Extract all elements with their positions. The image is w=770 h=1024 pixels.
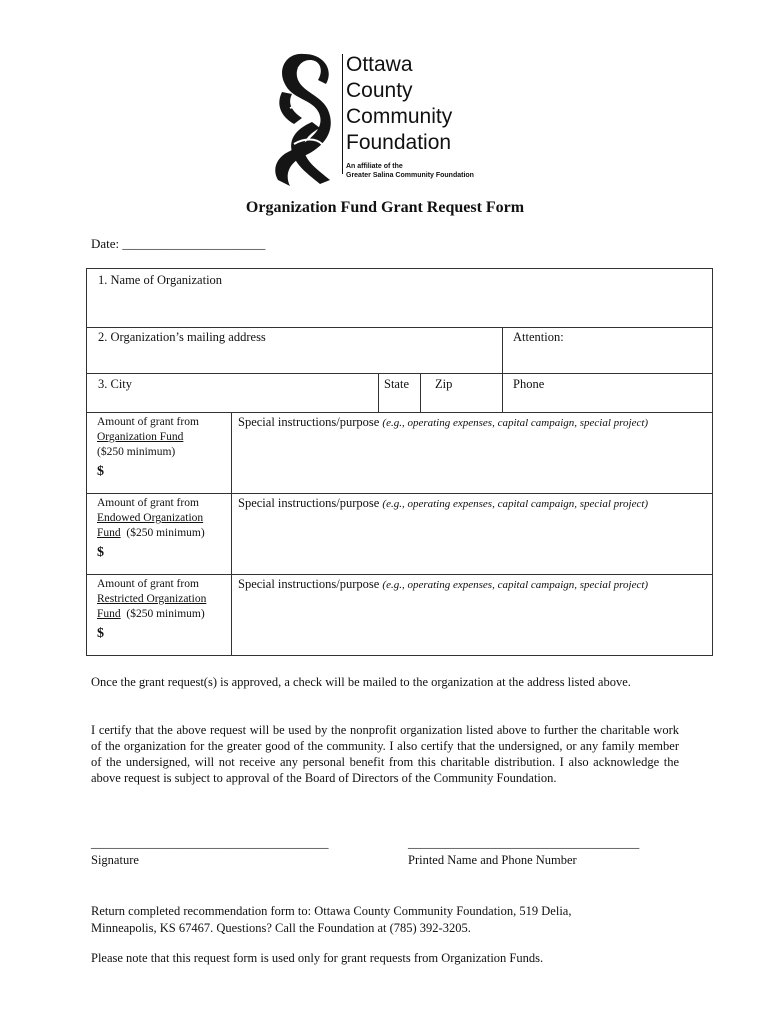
restricted-fund-instructions[interactable] [238,577,648,592]
fund-name: Organization Fund [97,431,184,443]
logo-word: Community [346,105,453,128]
approval-paragraph: Once the grant request(s) is approved, a check will be mailed to the organization at the address listed above. [91,675,631,689]
state-field[interactable]: State [384,377,409,391]
return-line: Return completed recommendation form to: Ottawa County Community Foundation, 519 Delia, [91,904,572,918]
row-divider [87,493,712,494]
restricted-fund-amount[interactable] [97,577,232,641]
fund-name: Fund [97,608,121,620]
fund-name: Restricted Organization [97,593,207,605]
instructions-label: Special instructions/purpose [238,415,380,429]
fund-minimum: ($250 minimum) [126,608,205,620]
endowed-fund-instructions[interactable] [238,496,648,511]
amount-prefix: Amount of grant from [97,578,199,590]
city-field[interactable]: 3. City [98,377,133,391]
certification-paragraph: I certify that the above request will be used by the nonprofit organization listed above to further the charitable work of the organization for the greater good of the community. I also certify that the undersigned, or any family member of the undersigned, will not receive any personal benefit from this charitable distribution. I also acknowledge the above request is subject to approval of the Board of Directors of the Community Foundation. [91,723,679,785]
printed-name-label: Printed Name and Phone Number [408,853,577,867]
printed-name-line[interactable]: _____________________________________ [408,836,640,850]
instructions-example: (e.g., operating expenses, capital campaign, special project) [382,417,649,429]
instructions-example: (e.g., operating expenses, capital campaign, special project) [382,498,649,510]
instructions-label: Special instructions/purpose [238,577,380,591]
signature-line[interactable]: ______________________________________ [91,836,329,850]
return-line: Minneapolis, KS 67467. Questions? Call the Foundation at (785) 392-3205. [91,921,471,935]
affiliate-line: An affiliate of the [346,163,403,170]
usage-note: Please note that this request form is used only for grant requests from Organization Funds. [91,951,544,965]
org-name-field[interactable]: 1. Name of Organization [98,273,223,287]
logo-word: Foundation [346,131,452,154]
row-divider [87,574,712,575]
amount-prefix: Amount of grant from [97,416,199,428]
logo-affiliate [346,162,474,180]
ribbon-icon [268,48,340,188]
fund-name: Fund [97,527,121,539]
logo-word: Ottawa [346,53,413,76]
row-divider [87,412,712,413]
fund-minimum: ($250 minimum) [97,446,176,458]
dollar-sign: $ [97,464,104,479]
endowed-fund-amount[interactable] [97,496,232,560]
attention-field[interactable]: Attention: [513,330,564,344]
logo-divider [342,54,343,174]
fund-name: Endowed Organization [97,512,204,524]
fund-minimum: ($250 minimum) [126,527,205,539]
dollar-sign: $ [97,626,104,641]
logo-wordmark [346,52,452,156]
mailing-address-field[interactable]: 2. Organization’s mailing address [98,330,266,344]
date-field[interactable]: Date: ______________________ [91,236,266,251]
col-divider [420,373,421,412]
organization-fund-instructions[interactable] [238,415,648,430]
row-divider [87,327,712,328]
instructions-label: Special instructions/purpose [238,496,380,510]
affiliate-line: Greater Salina Community Foundation [346,172,474,179]
phone-field[interactable]: Phone [513,377,545,391]
signature-label: Signature [91,853,139,867]
organization-fund-amount[interactable] [97,415,232,479]
return-instructions [91,903,571,937]
dollar-sign: $ [97,545,104,560]
page-title: Organization Fund Grant Request Form [245,199,525,216]
grant-request-table [86,268,713,656]
amount-prefix: Amount of grant from [97,497,199,509]
col-divider [378,373,379,412]
col-divider [502,327,503,412]
foundation-logo [268,48,508,188]
logo-word: County [346,79,413,102]
instructions-example: (e.g., operating expenses, capital campaign, special project) [382,579,649,591]
row-divider [87,373,712,374]
zip-field[interactable]: Zip [435,377,453,391]
